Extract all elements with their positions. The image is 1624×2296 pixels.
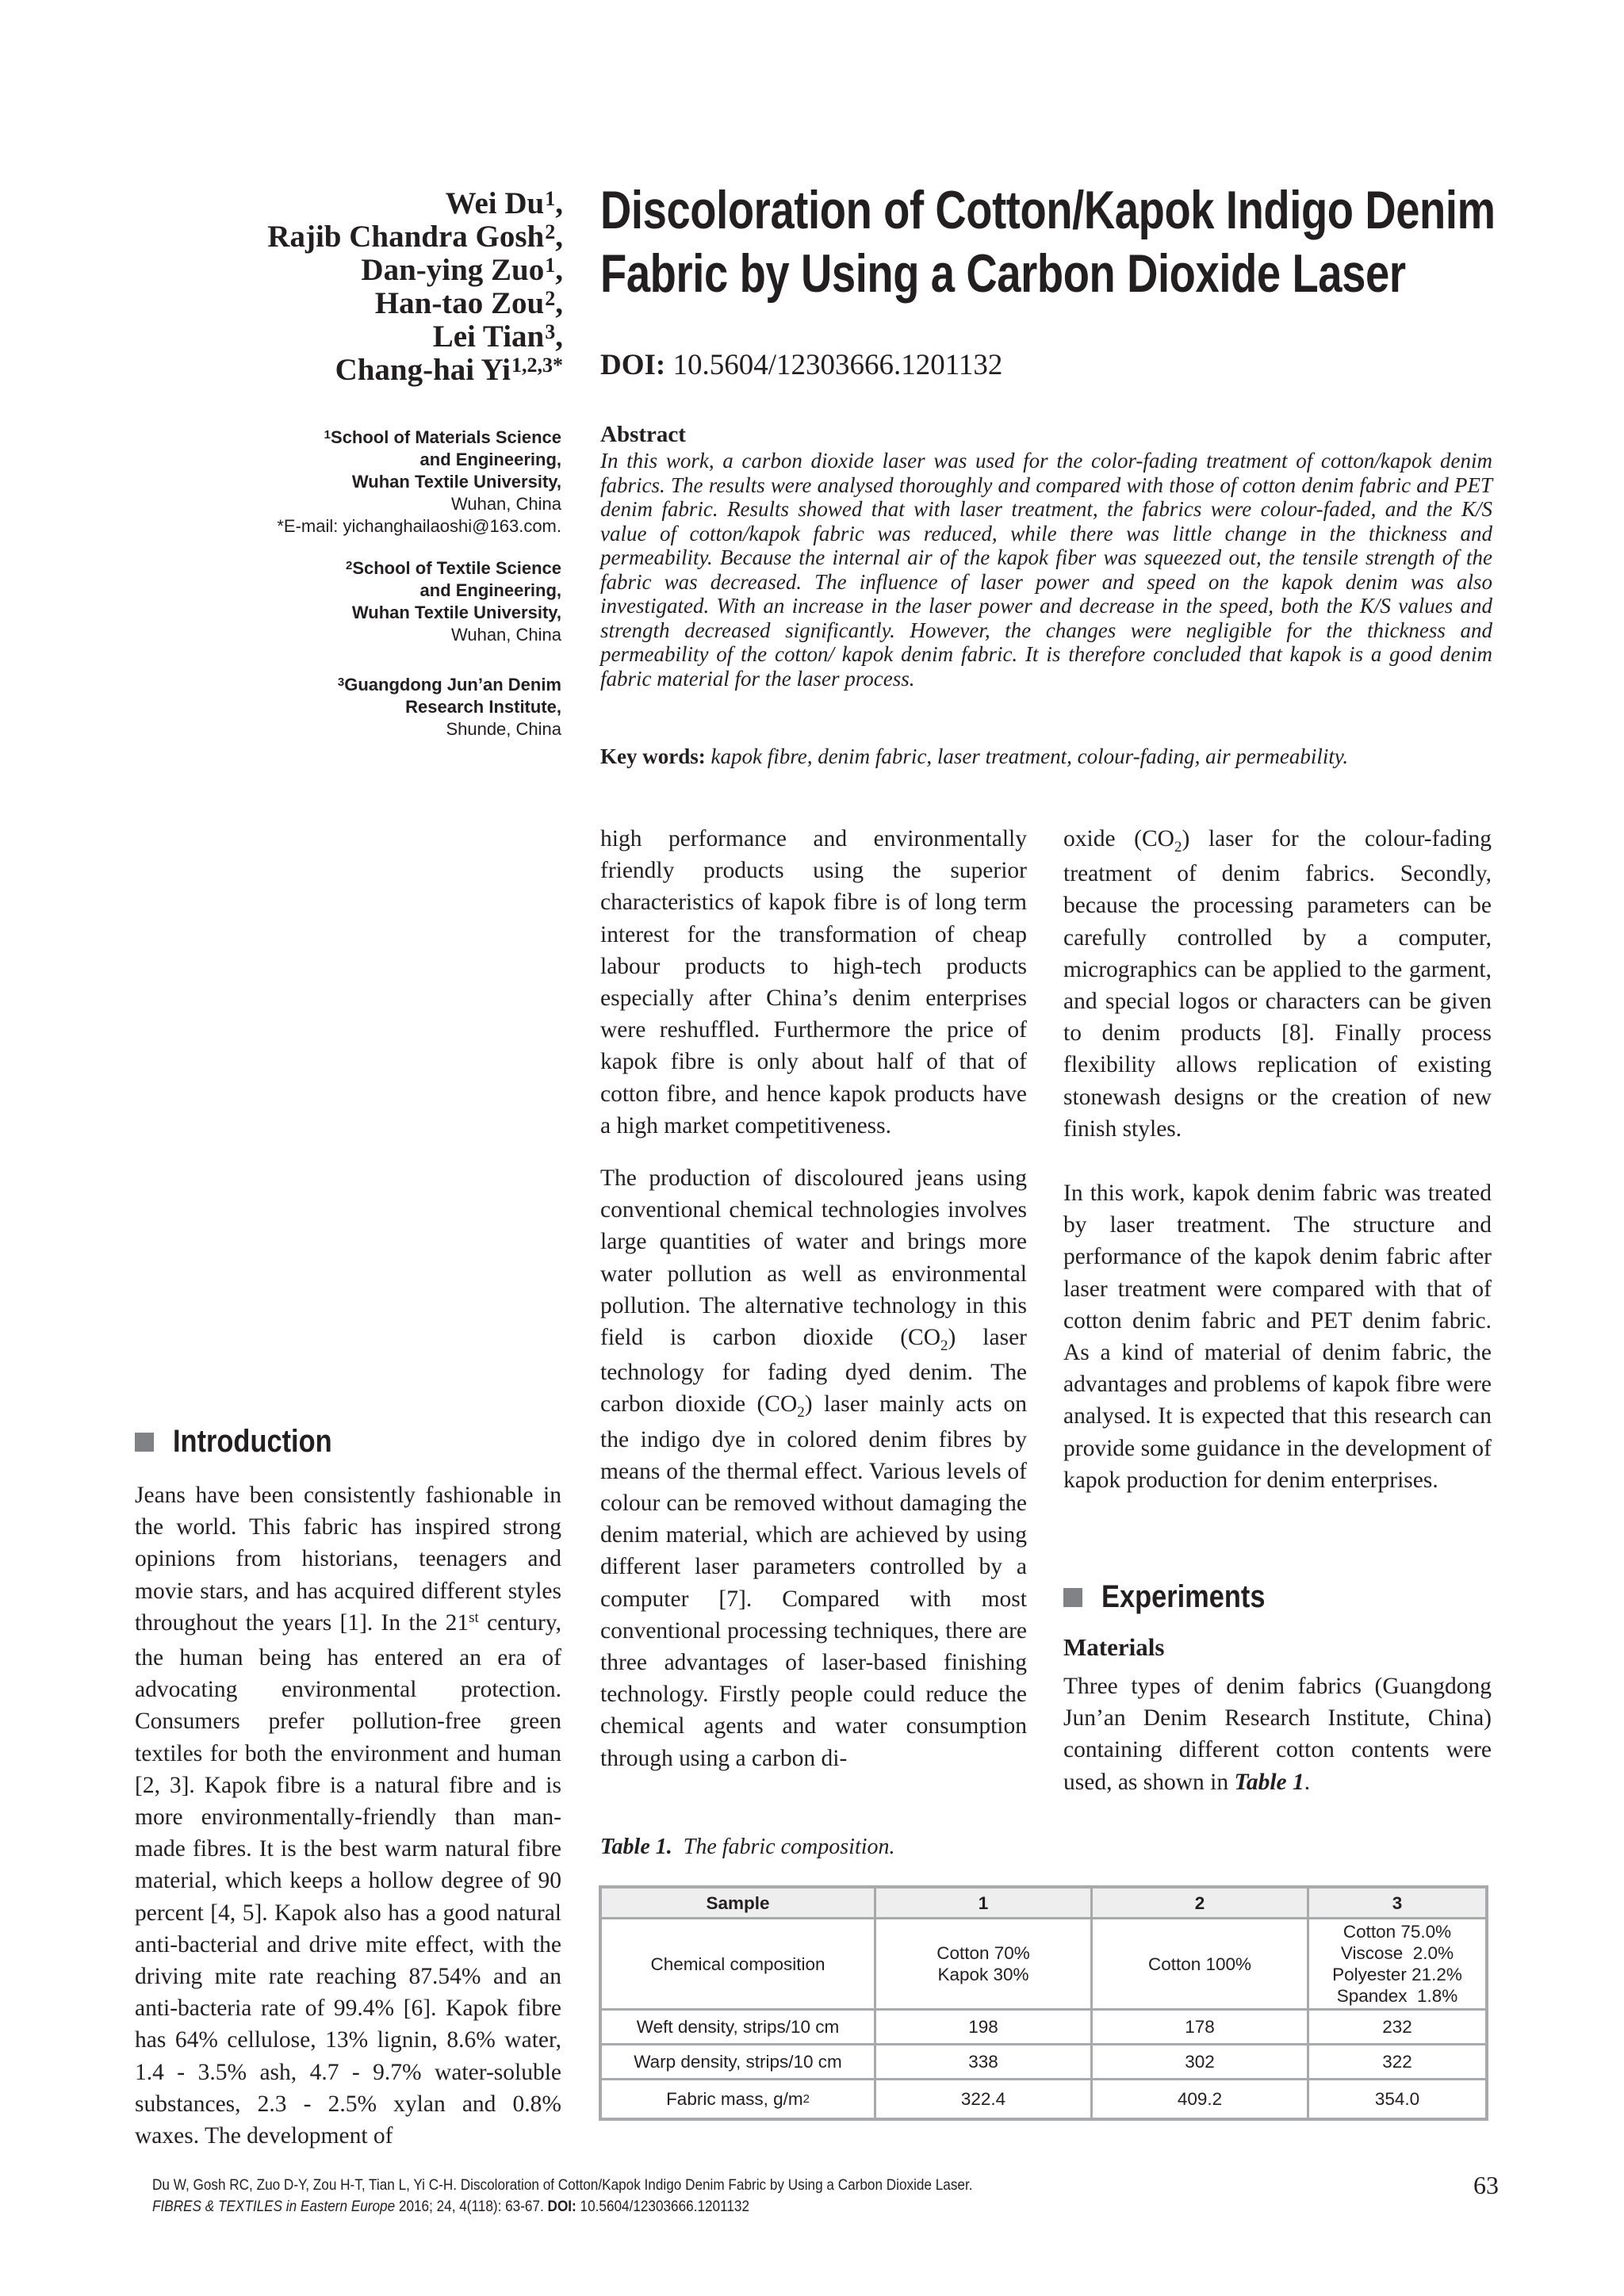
section-marker (135, 1433, 154, 1452)
table-cell: 338 (875, 2045, 1092, 2080)
text-run: ) laser mainly acts on the indigo dye in colored denim fibres by means of the thermal effect. Various levels of colour can be removed without damaging the denim material, which are achieved by using different laser parameters controlled by a computer [7]. Compared with most conventional processing techniques, there are three advantages of laser-based finishing technology. Firstly people could reduce the chemical agents and water consumption through using a carbon di- (600, 1391, 1027, 1771)
author: Wei Du$^1$, (445, 186, 563, 220)
abstract-text: In this work, a carbon dioxide laser was used for the color-fading treatment of cotton/kapok denim fabrics. The results were analysed thoroughly and compared with those of cotton denim fabric and PET denim fabric. Results showed that with laser treatment, the fabrics were colour-faded, and the K/S value of cotton/kapok fabric was reduced, while there was little change in the thickness and permeability. Because the internal air of the kapok fiber was squeezed out, the tensile strength of the fabric was decreased. The influence of laser power and speed on the kapok denim was also investigated. With an increase in the laser power and decrease in the speed, both the K/S values and strength decreased significantly. However, the changes were negligible for the thickness and permeability of the cotton/ kapok denim fabric. It is therefore concluded that kapok is a good denim fabric material for the laser process. (600, 449, 1492, 691)
paragraph (1063, 1670, 1492, 1798)
author: Dan-ying Zuo$^1$, (361, 253, 563, 287)
table-cell: 354.0 (1308, 2080, 1488, 2119)
body-column-3-paragraph-3 (1063, 1670, 1492, 1798)
text-run: ) laser technology for fading dyed denim. The carbon dioxide (CO (600, 1325, 1027, 1418)
email[interactable]: *E-mail: yichanghailaoshi@163.com. (277, 516, 561, 536)
text-run: In this work, kapok denim fabric was treated by laser treatment. The structure and performance of the kapok denim fabric after laser treatment were compared with that of cotton denim fabric and PET denim fabric. As a kind of material of denim fabric, the advantages and problems of kapok fibre were analysed. It is expected that this research can provide some guidance in the development of kapok production for denim enterprises. (1063, 1181, 1492, 1493)
table-row-label: Weft density, strips/10 cm (600, 2010, 875, 2045)
table-cell: Cotton 75.0% Viscose 2.0% Polyester 21.2% Spandex 1.8% (1308, 1919, 1488, 2010)
table-row (600, 2045, 1487, 2080)
section-heading-experiments: Experiments (1063, 1579, 1292, 1615)
page-number: 63 (1473, 2171, 1499, 2199)
title-line-1: Discoloration of Cotton/Kapok Indigo Denim (600, 180, 1496, 240)
body-column-3-paragraph-1 (1063, 823, 1492, 1145)
text-run: st (469, 1609, 479, 1626)
paragraph (1063, 1177, 1492, 1496)
text-run: 2 (940, 1337, 948, 1355)
text-run: Table 1 (1234, 1769, 1304, 1795)
text-run: The production of discoloured jeans using conventional chemical technologies involves large quantities of water and brings more water pollution as well as environmental pollution. The alternative technology in this field is carbon dioxide (CO (600, 1165, 1027, 1351)
table-row-label: Chemical composition (600, 1919, 875, 2010)
body-column-1 (135, 1479, 561, 2152)
author: Chang-hai $Yi^{1,2,3*}$ (335, 353, 563, 387)
text-run: ) laser for the colour-fading treatment of denim fabrics. Secondly, because the processing parameters can be carefully controlled by a computer, micrographics can be applied to the garment, and special logos or characters can be given to denim products [8]. Finally process flexibility allows replication of existing stonewash designs or the creation of new finish styles. (1063, 826, 1492, 1142)
text-run: . (1304, 1769, 1311, 1795)
paper-title (600, 178, 1496, 305)
table-cell: Cotton 100% (1092, 1919, 1308, 2010)
table-cell: 178 (1092, 2010, 1308, 2045)
table-row (600, 2010, 1487, 2045)
title-line-2: Fabric by Using a Carbon Dioxide Laser (600, 243, 1406, 304)
table-row (600, 2080, 1487, 2119)
abstract-heading: Abstract (600, 422, 686, 447)
affiliation-3: $^3$Guangdong Jun’an Denim Research Institute, Shunde, China (337, 675, 561, 739)
table-row (600, 1919, 1487, 2010)
table-header-row (600, 1887, 1487, 1919)
subsection-heading-materials: Materials (1063, 1633, 1165, 1661)
body-column-2-paragraph-1 (600, 823, 1027, 1142)
author: Rajib Chandra Gosh$^2$, (267, 220, 563, 254)
text-run: high performance and environmentally friendly products using the superior characteristics of kapok fibre is of long term interest for the transformation of cheap labour products to high-tech products especially after China’s denim enterprises were reshuffled. Furthermore the price of kapok fibre is only about half of that of cotton fibre, and hence kapok products have a high market competitiveness. (600, 826, 1027, 1138)
text-run: 2 (1174, 839, 1182, 855)
paragraph (600, 1162, 1027, 1774)
keywords (600, 744, 1492, 769)
keywords-text: kapok fibre, denim fabric, laser treatment, colour-fading, air permeability. (710, 744, 1349, 768)
section-marker (1063, 1588, 1082, 1607)
footer-doi[interactable]: 10.5604/12303666.1201132 (576, 2198, 749, 2215)
table-caption (600, 1835, 895, 1860)
affiliation-2: $^2$School of Textile Science and Engineering, Wuhan Textile University, Wuhan, China (345, 558, 561, 645)
body-column-3-paragraph-2 (1063, 1177, 1492, 1496)
author: Han-tao Zou$^2$, (374, 286, 563, 320)
table-cell: Cotton 70% Kapok 30% (875, 1919, 1092, 2010)
table-cell: 232 (1308, 2010, 1488, 2045)
table-caption-text: The fabric composition. (683, 1835, 895, 1859)
table-cell: 409.2 (1092, 2080, 1308, 2119)
keywords-label: Key words: (600, 744, 706, 768)
table-cell: 198 (875, 2010, 1092, 2045)
journal-name: FIBRES & TEXTILES in Eastern Europe (152, 2198, 396, 2215)
affiliation-1: $^1$School of Materials Science and Engineering, Wuhan Textile University, Wuhan, China *E-mail: yichanghailaoshi@163.com. (230, 427, 561, 538)
text-run: oxide (CO (1063, 826, 1174, 851)
paragraph (135, 1479, 561, 2152)
table-row-label: Warp density, strips/10 cm (600, 2045, 875, 2080)
footer-journal: FIBRES & TEXTILES in Eastern Europe 2016; 24, 4(118): 63-67. DOI: 10.5604/12303666.1201132 (152, 2198, 749, 2215)
doi-value[interactable]: 10.5604/12303666.1201132 (672, 349, 1003, 381)
author-list (159, 187, 563, 387)
author: Lei Tian$^3$, (432, 320, 563, 354)
table-cell: 322 (1308, 2045, 1488, 2080)
doi-label: DOI: (600, 349, 666, 381)
table-cell: 322.4 (875, 2080, 1092, 2119)
section-heading-introduction: Introduction (135, 1424, 358, 1460)
table-header-cell: Sample (600, 1887, 875, 1919)
table-row-label: Fabric mass, $g/m^2$ (600, 2080, 875, 2119)
table-caption-label: Table 1. (600, 1835, 672, 1859)
text-run: 2 (797, 1404, 805, 1422)
paragraph (1063, 823, 1492, 1145)
table-cell: 302 (1092, 2045, 1308, 2080)
footer-citation: Du W, Gosh RC, Zuo D-Y, Zou H-T, Tian L, Yi C-H. Discoloration of Cotton/Kapok Indigo Denim Fabric by Using a Carbon Dioxide Laser. (152, 2176, 973, 2194)
fabric-composition-table (599, 1885, 1488, 2121)
body-column-2-paragraph-2 (600, 1162, 1027, 1774)
doi (600, 348, 1002, 382)
table-header-cell: 3 (1308, 1887, 1488, 1919)
text-run: century, the human being has entered an era of advocating environmental protection. Consumers prefer pollution-free green textiles for both the environment and human [2, 3]. Kapok fibre is a natural fibre and is more environmentally-friendly than man-made fibres. It is the best warm natural fibre material, which keeps a hollow degree of 90 percent [4, 5]. Kapok also has a good natural anti-bacterial and drive mite effect, with the driving mite rate reaching 87.54% and an anti-bacteria rate of 99.4% [6]. Kapok fibre has 64% cellulose, 13% lignin, 8.6% water, 1.4 - 3.5% ash, 4.7 - 9.7% water-soluble substances, 2.3 - 2.5% xylan and 0.8% waxes. The development of (135, 1609, 561, 2149)
table-header-cell: 1 (875, 1887, 1092, 1919)
text-run: Jeans have been consistently fashionable in the world. This fabric has inspired strong opinions from historians, teenagers and movie stars, and has acquired different styles throughout the years [1]. In the 21 (135, 1483, 561, 1636)
table-header-cell: 2 (1092, 1887, 1308, 1919)
paragraph (600, 823, 1027, 1142)
text-run: Three types of denim fabrics (Guangdong Jun’an Denim Research Institute, China) containing different cotton contents were used, as shown in (1063, 1674, 1492, 1795)
